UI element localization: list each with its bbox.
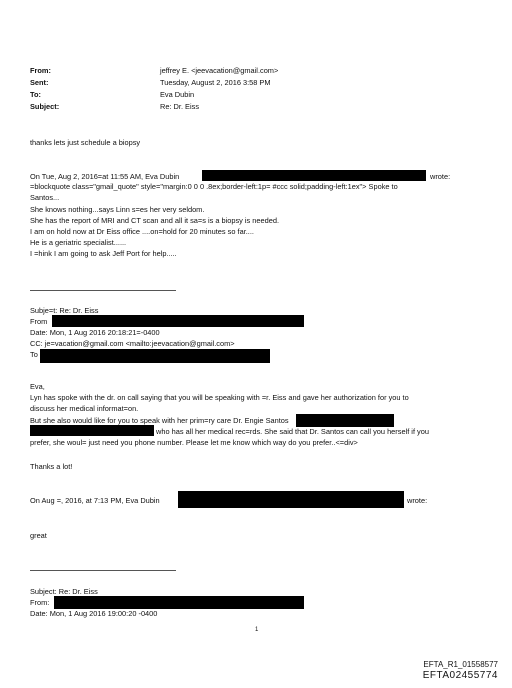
fwd2-from: From:	[30, 598, 50, 607]
quote1-line: He is a geriatric specialist......	[30, 238, 127, 247]
reply-text: thanks lets just schedule a biopsy	[30, 138, 141, 147]
message-thanks: Thanks a lot!	[30, 462, 73, 471]
fwd2-subject: Subject: Re: Dr. Eiss	[30, 587, 98, 596]
bates-number-secondary: EFTA02455774	[422, 670, 498, 681]
quote1-line: She has the report of MRI and CT scan and all it sa=s is a biopsy is needed.	[30, 216, 280, 225]
quote1-blockquote: =blockquote class="gmail_quote" style="margin:0 0 0 .8ex;border-left:1p= #ccc solid;padding-left:1ex"> Spoke to	[30, 182, 398, 191]
subject-value: Re: Dr. Eiss	[160, 102, 200, 111]
quote1-line: She knows nothing...says Linn s=es her very seldom.	[30, 205, 205, 214]
quote1-intro: On Tue, Aug 2, 2016=at 11:55 AM, Eva Dubin	[30, 172, 180, 181]
divider-line	[30, 570, 176, 571]
divider-line	[30, 290, 176, 291]
page-number: 1	[255, 627, 259, 633]
quote2-wrote: wrote:	[407, 496, 428, 505]
sent-label: Sent:	[30, 78, 49, 87]
fwd1-to: To	[30, 350, 38, 359]
fwd1-from: From	[30, 317, 48, 326]
to-value: Eva Dubin	[160, 90, 195, 99]
fwd1-subject: Subje=t: Re: Dr. Eiss	[30, 306, 99, 315]
message-line: But she also would like for you to speak with her prim=ry care Dr. Engie Santos	[30, 416, 289, 425]
sent-value: Tuesday, August 2, 2016 3:58 PM	[160, 78, 271, 87]
to-label: To:	[30, 90, 41, 99]
redaction-bar	[202, 170, 426, 181]
quote2-intro: On Aug =, 2016, at 7:13 PM, Eva Dubin	[30, 496, 160, 505]
message-greeting: Eva,	[30, 382, 45, 391]
redaction-bar	[30, 425, 154, 436]
message-line: discuss her medical informat=on.	[30, 404, 139, 413]
subject-label: Subject:	[30, 102, 60, 111]
fwd1-cc: CC: je=vacation@gmail.com <mailto:jeevacation@gmail.com>	[30, 339, 235, 348]
fwd1-date: Date: Mon, 1 Aug 2016 20:18:21=-0400	[30, 328, 160, 337]
quote1-wrote: wrote:	[430, 172, 451, 181]
redaction-bar	[54, 596, 304, 609]
message-line: prefer, she woul= just need you phone number. Please let me know which way do you prefer..<=div>	[30, 438, 358, 447]
redaction-bar	[52, 315, 304, 327]
redaction-bar	[178, 491, 404, 508]
from-value: jeffrey E. <jeevacation@gmail.com>	[160, 66, 279, 75]
from-label: From:	[30, 66, 51, 75]
redaction-bar	[296, 414, 394, 427]
quote1-line: Santos...	[30, 193, 60, 202]
quote2-text: great	[30, 531, 47, 540]
message-line: Lyn has spoke with the dr. on call saying that you will be speaking with =r. Eiss and gave her authorization for you to	[30, 393, 409, 402]
redaction-bar	[40, 349, 270, 363]
fwd2-date: Date: Mon, 1 Aug 2016 19:00:20 -0400	[30, 609, 158, 618]
quote1-line: I am on hold now at Dr Eiss office ....on=hold for 20 minutes so far....	[30, 227, 254, 236]
quote1-line: I =hink I am going to ask Jeff Port for help.....	[30, 249, 177, 258]
bates-number-primary: EFTA_R1_01558577	[423, 660, 498, 669]
message-line: who has all her medical rec=rds. She said that Dr. Santos can call you herself if you	[156, 427, 429, 436]
